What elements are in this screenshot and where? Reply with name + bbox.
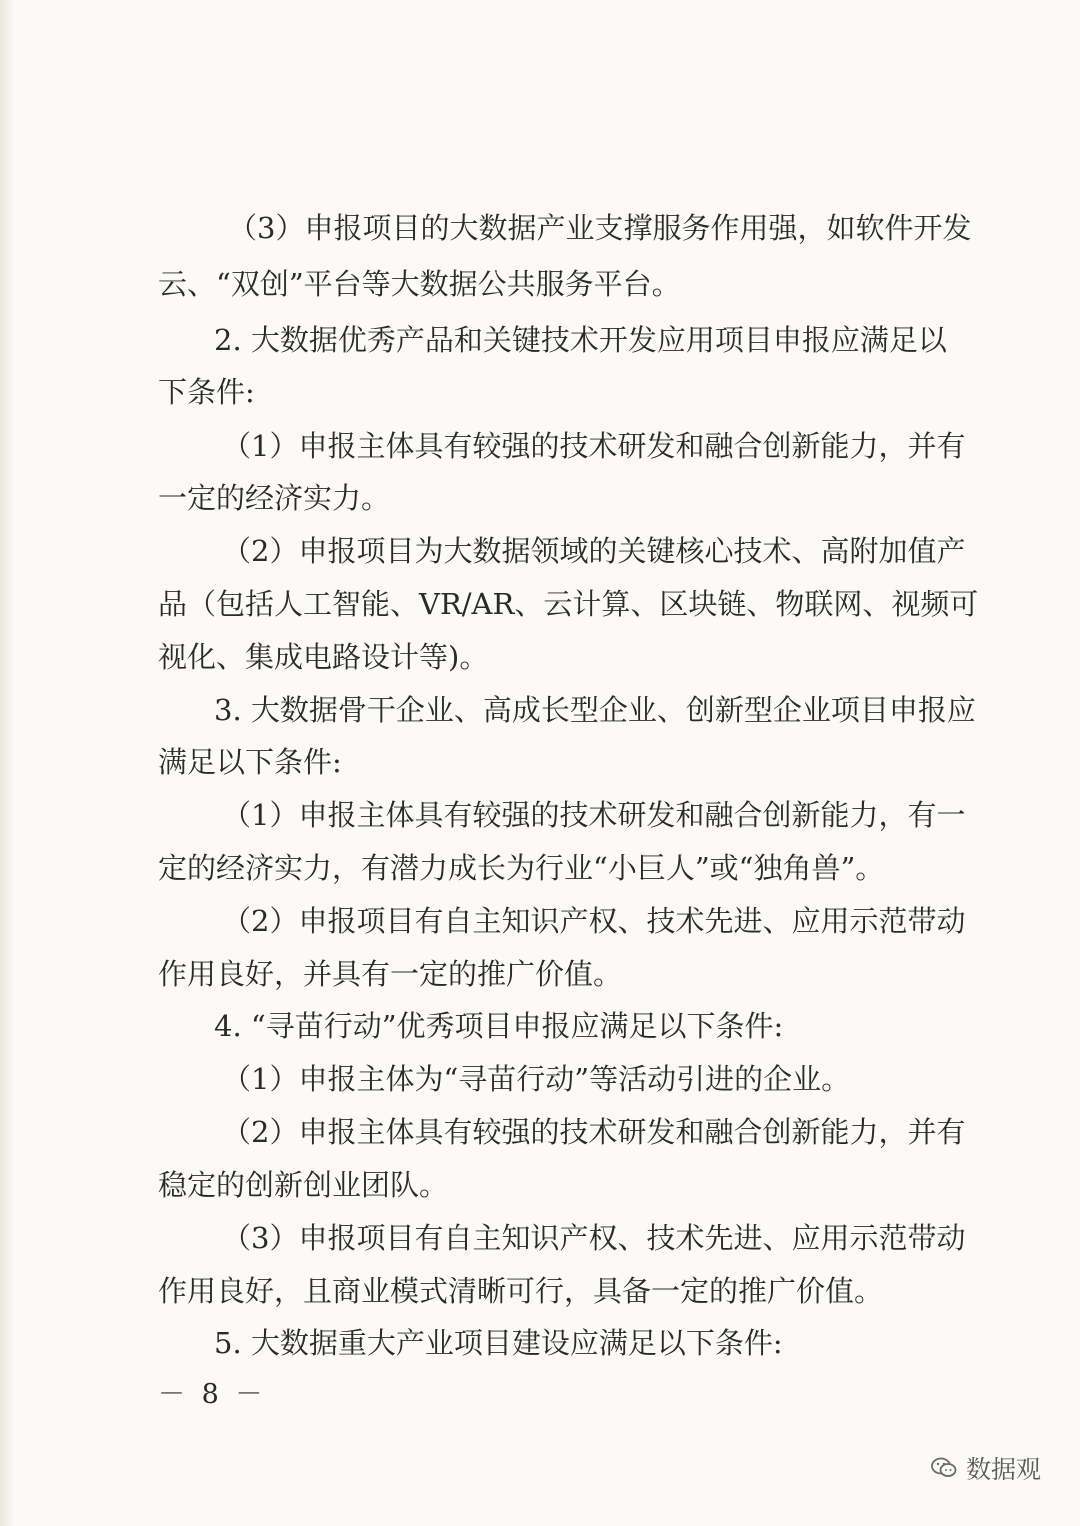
wechat-watermark [930, 1448, 1041, 1488]
paragraph-line: 作用良好，并具有一定的推广价值。 [158, 957, 623, 991]
paragraph-line: 2. 大数据优秀产品和关键技术开发应用项目申报应满足以 [214, 323, 947, 357]
watermark-label: 数据观 [966, 1455, 1042, 1484]
paragraph-line: 定的经济实力，有潜力成长为行业“小巨人”或“独角兽”。 [158, 851, 885, 885]
paragraph-line: （3）申报项目的大数据产业支撑服务作用强，如软件开发 [228, 211, 972, 245]
wechat-icon [930, 1456, 958, 1480]
paragraph-line: 作用良好，且商业模式清晰可行，具备一定的推广价值。 [158, 1274, 884, 1308]
paragraph-line: 视化、集成电路设计等)。 [158, 640, 489, 674]
paragraph-line: （1）申报主体为“寻苗行动”等活动引进的企业。 [222, 1062, 851, 1096]
paragraph-line: 云、“双创”平台等大数据公共服务平台。 [158, 267, 681, 301]
paragraph-line: 一定的经济实力。 [158, 481, 391, 515]
paragraph-line: 满足以下条件: [158, 745, 342, 779]
paragraph-line: （2）申报主体具有较强的技术研发和融合创新能力，并有 [222, 1115, 966, 1149]
paragraph-line: 品（包括人工智能、VR/AR、云计算、区块链、物联网、视频可 [158, 587, 979, 621]
paragraph-line: 5. 大数据重大产业项目建设应满足以下条件: [214, 1326, 783, 1360]
paragraph-line: （2）申报项目为大数据领域的关键核心技术、高附加值产 [222, 534, 966, 568]
paragraph-line: （1）申报主体具有较强的技术研发和融合创新能力，并有 [222, 429, 966, 463]
paragraph-line: （1）申报主体具有较强的技术研发和融合创新能力，有一 [222, 798, 966, 832]
paragraph-line: 3. 大数据骨干企业、高成长型企业、创新型企业项目申报应 [214, 693, 976, 727]
paragraph-line: 4. “寻苗行动”优秀项目申报应满足以下条件: [214, 1009, 784, 1043]
paragraph-line: 稳定的创新创业团队。 [158, 1168, 449, 1202]
paragraph-line: （3）申报项目有自主知识产权、技术先进、应用示范带动 [222, 1221, 966, 1255]
page-edge-shadow [0, 0, 14, 1526]
page-number: － 8 － [158, 1379, 267, 1410]
paragraph-line: （2）申报项目有自主知识产权、技术先进、应用示范带动 [222, 904, 966, 938]
paragraph-line: 下条件: [158, 375, 255, 409]
